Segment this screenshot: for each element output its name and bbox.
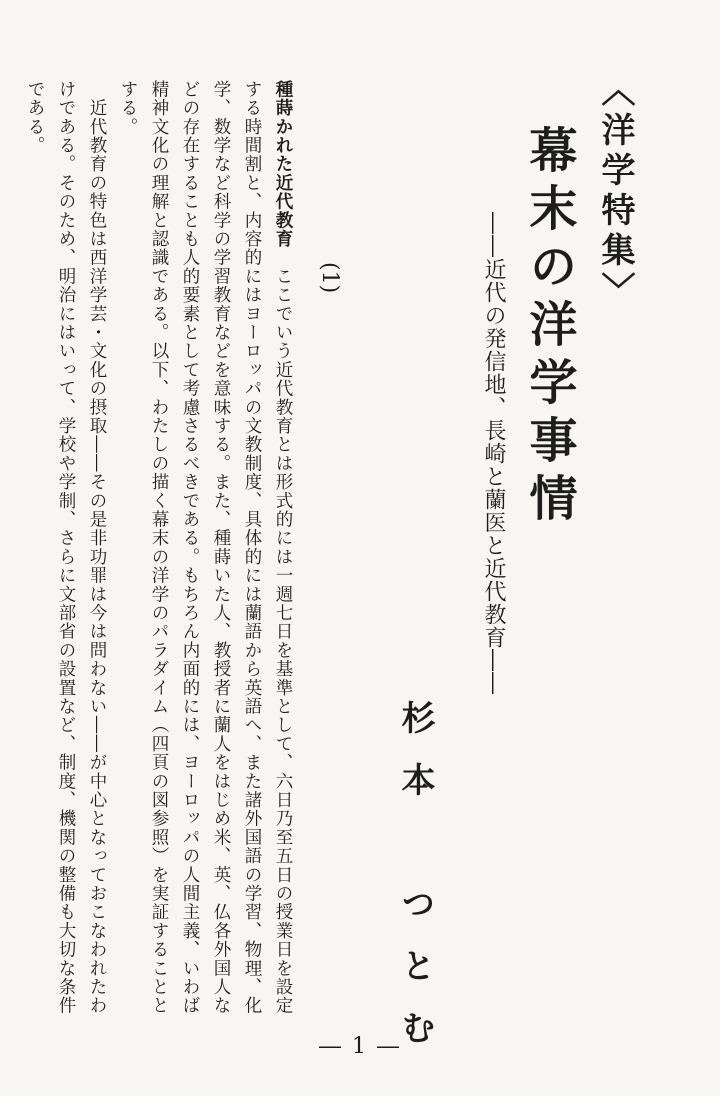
paragraph-1	[112, 80, 298, 1020]
author-name: 杉本 つとむ	[395, 700, 435, 1072]
article-subtitle: ――近代の発信地、長崎と蘭医と近代教育――	[481, 212, 506, 695]
page-number: ― 1 ―	[319, 1034, 401, 1059]
paragraph-2-text: 近代教育の特色は西洋学芸・文化の摂取――その是非功罪は今は問わない――が中心となっておこなわれたわけである。そのため、明治にはいって、学校や学制、さらに文部省の設置など、制度、機関の整備も大切な条件である。	[25, 80, 107, 1016]
paragraph-2	[19, 80, 112, 1020]
series-label: 〈洋学特集〉	[595, 72, 635, 312]
article-title: 幕末の洋学事情	[521, 125, 577, 531]
paragraph-1-text: ここでいう近代教育とは形式的には一週七日を基準として、六日乃至五日の授業日を設定する時間割と、内容的にはヨーロッパの文教制度、具体的には蘭語から英語へ、また諸外国語の学習、物理、化学、数学など科学の学習教育などを意味する。また、種蒔いた人、教授者に蘭人をはじめ米、英、仏各外国人などの存在することも人的要素として考慮さるべきである。もちろん内面的には、ヨーロッパの人間主義、いわば精神文化の理解と認識である。以下、わたしの描く幕末の洋学のパラダイム（四頁の図参照）を実証することとする。	[118, 80, 293, 1016]
article-body	[25, 80, 298, 1020]
section-number: (1)	[317, 262, 342, 294]
paragraph-heading: 種蒔かれた近代教育	[273, 80, 293, 249]
